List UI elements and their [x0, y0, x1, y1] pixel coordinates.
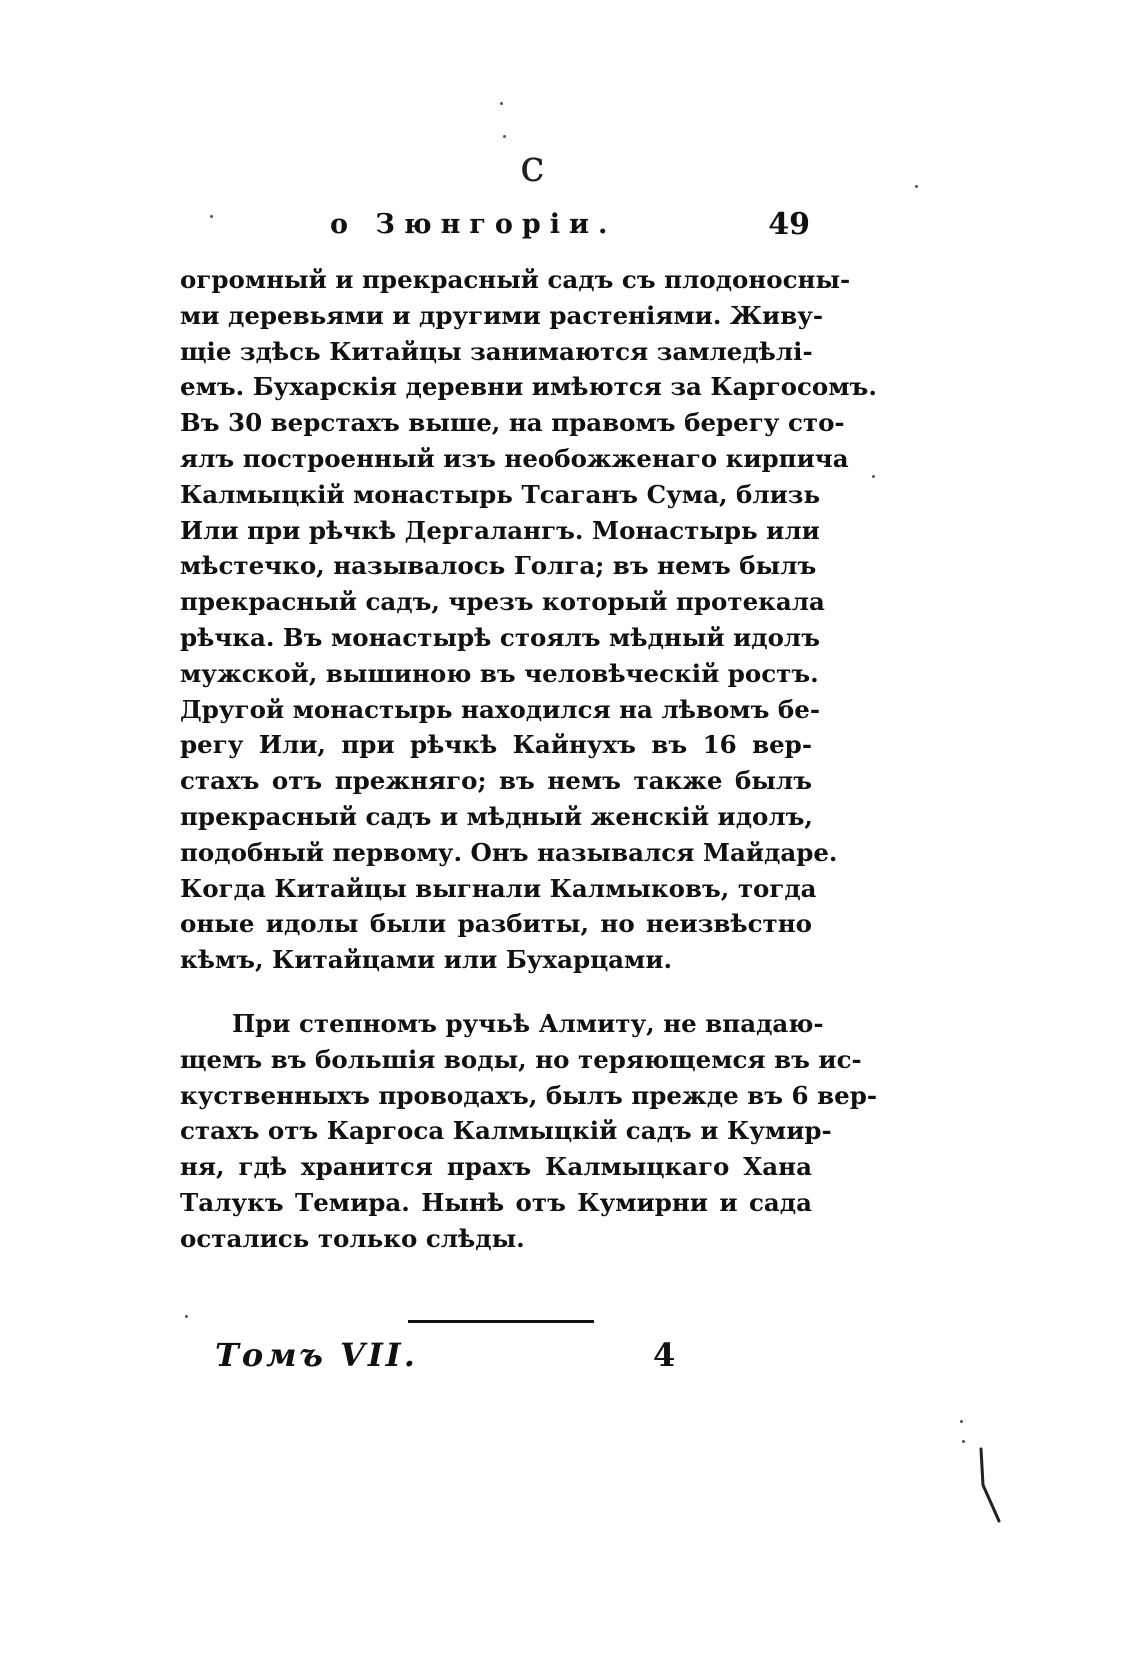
- text-line: ми деревьями и другими растеніями. Живу-: [180, 300, 824, 330]
- text-line: Другой монастырь находился на лѣвомъ бе-: [180, 694, 821, 724]
- text-line: ня, гдѣ хранится прахъ Калмыцкаго Хана: [180, 1152, 812, 1182]
- text-line: Или при рѣчкѣ Дергалангъ. Монастырь или: [180, 515, 820, 545]
- text-line: куственныхъ проводахъ, былъ прежде въ 6 вер-: [180, 1080, 878, 1110]
- speck: [210, 215, 213, 218]
- text-line: остались только слѣды.: [180, 1223, 525, 1253]
- page-number: 49: [768, 207, 810, 242]
- text-line: ялъ построенный изъ необожженаго кирпича: [180, 443, 849, 473]
- paragraph-gap: [180, 978, 812, 1006]
- paragraph-1: [180, 262, 877, 978]
- text-line: рѣчка. Въ монастырѣ стоялъ мѣдный идолъ: [180, 622, 821, 652]
- running-title: о Зюнгоріи.: [330, 209, 617, 240]
- text-line: емъ. Бухарскія деревни имѣются за Каргосомъ.: [180, 372, 877, 402]
- speck: [872, 475, 875, 478]
- text-line: кѣмъ, Китайцами или Бухарцами.: [180, 945, 673, 975]
- text-line: Когда Китайцы выгнали Калмыковъ, тогда: [180, 873, 817, 903]
- footer: [215, 1330, 675, 1380]
- signature-mark: 4: [653, 1336, 676, 1374]
- speck: [962, 1440, 965, 1443]
- footer-rule: [408, 1320, 594, 1323]
- text-line: стахъ отъ прежняго; въ немъ также былъ: [180, 766, 812, 796]
- text-line: щемъ въ большія воды, но теряющемся въ ис-: [180, 1044, 862, 1074]
- text-line: Калмыцкій монастырь Тсаганъ Сума, близь: [180, 479, 821, 509]
- text-line: прекрасный садъ, чрезъ который протекала: [180, 587, 825, 617]
- text-line: огромный и прекрасный садъ съ плодоносны-: [180, 265, 851, 294]
- text-line: прекрасный садъ и мѣдный женскій идолъ,: [180, 801, 813, 831]
- text-line: Талукъ Темира. Нынѣ отъ Кумирни и сада: [180, 1187, 812, 1217]
- body-text: [180, 262, 878, 1257]
- text-line: регу Или, при рѣчкѣ Кайнухъ въ 16 вер-: [180, 730, 812, 760]
- paragraph-2: [180, 1006, 878, 1257]
- running-head: [330, 200, 810, 250]
- text-line: оные идолы были разбиты, но неизвѣстно: [180, 909, 812, 939]
- speck: [960, 1420, 963, 1423]
- text-line: мужской, вышиною въ человѣческій ростъ.: [180, 658, 819, 688]
- text-line: При степномъ ручьѣ Алмиту, не впадаю-: [232, 1008, 824, 1038]
- text-line: мѣстечко, называлось Голга; въ немъ былъ: [180, 551, 817, 581]
- speck: [500, 102, 503, 105]
- margin-pencil-mark-icon: [975, 1445, 1003, 1525]
- speck: [185, 1315, 188, 1318]
- text-line: стахъ отъ Каргоса Калмыцкій садъ и Кумир-: [180, 1116, 832, 1146]
- speck: [503, 135, 506, 138]
- volume-signature: Томъ VII.: [215, 1336, 418, 1374]
- top-pencil-mark: c: [520, 141, 545, 192]
- text-line: Въ 30 верстахъ выше, на правомъ берегу сто-: [180, 408, 845, 438]
- text-line: подобный первому. Онъ назывался Майдаре.: [180, 837, 838, 867]
- text-line: щіе здѣсь Китайцы занимаются замледѣлі-: [180, 336, 813, 366]
- speck: [915, 185, 918, 188]
